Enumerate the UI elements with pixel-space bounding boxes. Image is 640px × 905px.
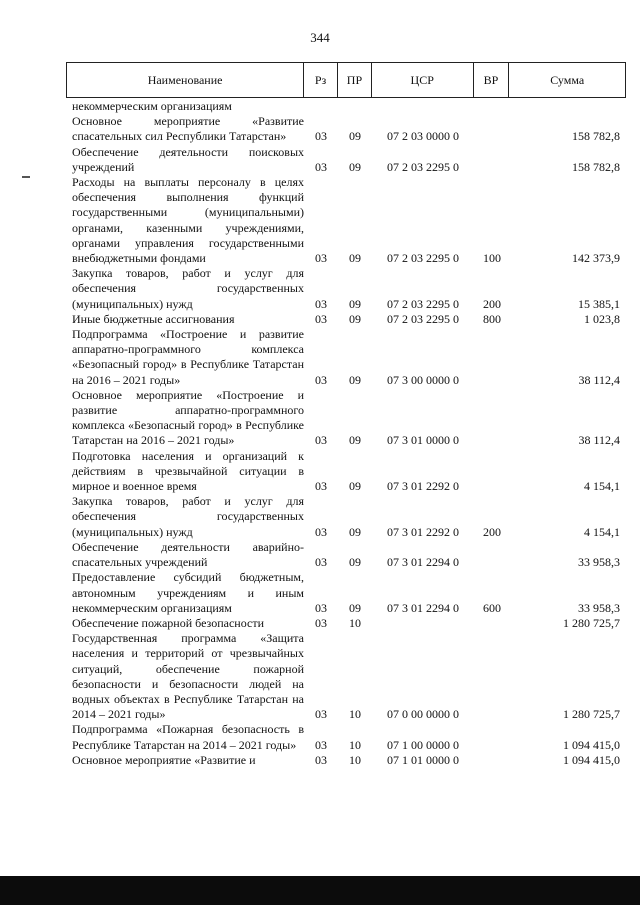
- row-csr: 07 2 03 2295 0: [387, 311, 459, 326]
- row-vr: 100: [483, 251, 501, 266]
- table-row: [66, 722, 626, 752]
- row-sum: 142 373,9: [572, 251, 620, 266]
- row-sum: 15 385,1: [578, 296, 620, 311]
- scan-mark: [22, 176, 30, 178]
- row-sum: 33 958,3: [578, 600, 620, 615]
- row-csr: 07 0 00 0000 0: [387, 707, 459, 722]
- row-name: Закупка товаров, работ и услуг для обеспечения государственных (муниципальных) нужд: [72, 494, 304, 539]
- row-sum: 1 094 415,0: [563, 752, 620, 767]
- row-name: Обеспечение пожарной безопасности: [72, 615, 265, 630]
- scan-bottom-edge: [0, 876, 640, 905]
- table-row: [66, 616, 626, 631]
- table-body: [66, 99, 626, 768]
- row-sum: 158 782,8: [572, 129, 620, 144]
- row-pr: 09: [349, 251, 361, 266]
- row-rz: 03: [315, 737, 327, 752]
- row-pr: 09: [349, 159, 361, 174]
- row-name: некоммерческим организациям: [72, 99, 232, 113]
- row-name: Обеспечение деятельности поисковых учреждений: [72, 144, 304, 174]
- table-row: [66, 570, 626, 616]
- page-number: 344: [310, 30, 330, 45]
- row-pr: 09: [349, 433, 361, 448]
- row-rz: 03: [315, 433, 327, 448]
- row-rz: 03: [315, 251, 327, 266]
- row-sum: 4 154,1: [584, 479, 620, 494]
- row-csr: 07 2 03 2295 0: [387, 251, 459, 266]
- table-row: [66, 753, 626, 768]
- row-name: Основное мероприятие «Развитие и: [72, 752, 256, 767]
- row-sum: 1 280 725,7: [563, 707, 620, 722]
- row-vr: 800: [483, 311, 501, 326]
- row-rz: 03: [315, 311, 327, 326]
- row-name: Подпрограмма «Пожарная безопасность в Республике Татарстан на 2014 – 2021 годы»: [72, 722, 304, 752]
- row-sum: 38 112,4: [578, 372, 620, 387]
- row-rz: 03: [315, 129, 327, 144]
- row-rz: 03: [315, 615, 327, 630]
- row-vr: 200: [483, 524, 501, 539]
- row-pr: 09: [349, 600, 361, 615]
- header-csr: ЦСР: [372, 63, 474, 97]
- table-row: [66, 114, 626, 144]
- row-rz: 03: [315, 752, 327, 767]
- row-name: Расходы на выплаты персоналу в целях обеспечения выполнения функций государственными (муниципальными) органами, казенными учреждениями, органами управления государственными внебюджетными фондами: [72, 175, 304, 266]
- header-sum: Сумма: [550, 72, 585, 87]
- row-rz: 03: [315, 600, 327, 615]
- row-pr: 09: [349, 555, 361, 570]
- row-csr: 07 1 01 0000 0: [387, 752, 459, 767]
- row-csr: 07 3 01 2294 0: [387, 600, 459, 615]
- row-sum: 38 112,4: [578, 433, 620, 448]
- table-header: [66, 62, 626, 98]
- table-row: [66, 312, 626, 327]
- header-vr: ВР: [474, 63, 510, 97]
- row-rz: 03: [315, 707, 327, 722]
- row-pr: 09: [349, 296, 361, 311]
- row-csr: 07 2 03 0000 0: [387, 129, 459, 144]
- header-name: Наименование: [67, 63, 304, 97]
- row-pr: 10: [349, 737, 361, 752]
- row-pr: 09: [349, 524, 361, 539]
- table-row: [66, 494, 626, 540]
- row-rz: 03: [315, 159, 327, 174]
- row-sum: 158 782,8: [572, 159, 620, 174]
- row-csr: 07 3 01 2292 0: [387, 479, 459, 494]
- row-pr: 10: [349, 752, 361, 767]
- row-sum: 4 154,1: [584, 524, 620, 539]
- header-rz: Рз: [304, 63, 338, 97]
- table-row: [66, 449, 626, 495]
- row-csr: 07 3 01 0000 0: [387, 433, 459, 448]
- table-row: [66, 327, 626, 388]
- row-pr: 09: [349, 311, 361, 326]
- row-sum: 33 958,3: [578, 555, 620, 570]
- row-name: Закупка товаров, работ и услуг для обеспечения государственных (муниципальных) нужд: [72, 266, 304, 311]
- row-csr: 07 3 01 2292 0: [387, 524, 459, 539]
- row-name: Государственная программа «Защита населения и территорий от чрезвычайных ситуаций, обеспечение пожарной безопасности и безопасности людей на водных объектах в Республике Татарстан на 2014 – 2021 годы»: [72, 631, 304, 722]
- row-csr: 07 2 03 2295 0: [387, 296, 459, 311]
- row-sum: 1 094 415,0: [563, 737, 620, 752]
- table-row: [66, 145, 626, 175]
- row-pr: 09: [349, 479, 361, 494]
- table-row: [66, 175, 626, 266]
- row-name: Обеспечение деятельности аварийно-спасательных учреждений: [72, 539, 304, 570]
- row-name: Предоставление субсидий бюджетным, автономным учреждениям и иным некоммерческим организациям: [72, 570, 304, 615]
- table-row: [66, 266, 626, 312]
- row-sum: 1 280 725,7: [563, 615, 620, 630]
- row-csr: 07 3 01 2294 0: [387, 555, 459, 570]
- row-csr: 07 1 00 0000 0: [387, 737, 459, 752]
- table-row: [66, 388, 626, 449]
- row-sum: 1 023,8: [584, 311, 620, 326]
- row-csr: 07 2 03 2295 0: [387, 159, 459, 174]
- row-name: Подготовка населения и организаций к действиям в чрезвычайной ситуации в мирное и военное время: [72, 448, 304, 494]
- row-name: Подпрограмма «Построение и развитие аппаратно-программного комплекса «Безопасный город» в Республике Татарстан на 2016 – 2021 годы»: [72, 327, 304, 387]
- row-rz: 03: [315, 524, 327, 539]
- row-name: Иные бюджетные ассигнования: [72, 311, 235, 326]
- row-pr: 10: [349, 707, 361, 722]
- row-rz: 03: [315, 555, 327, 570]
- table-row: [66, 99, 626, 114]
- row-vr: 600: [483, 600, 501, 615]
- table-row: [66, 540, 626, 570]
- table-row: [66, 631, 626, 722]
- row-pr: 10: [349, 615, 361, 630]
- row-pr: 09: [349, 129, 361, 144]
- row-rz: 03: [315, 296, 327, 311]
- row-rz: 03: [315, 479, 327, 494]
- header-pr: ПР: [338, 63, 372, 97]
- row-vr: 200: [483, 296, 501, 311]
- row-pr: 09: [349, 372, 361, 387]
- row-rz: 03: [315, 372, 327, 387]
- row-name: Основное мероприятие «Развитие спасательных сил Республики Татарстан»: [72, 114, 304, 144]
- row-name: Основное мероприятие «Построение и развитие аппаратно-программного комплекса «Безопасный город» в Республике Татарстан на 2016 – 2021 годы»: [72, 387, 304, 448]
- row-csr: 07 3 00 0000 0: [387, 372, 459, 387]
